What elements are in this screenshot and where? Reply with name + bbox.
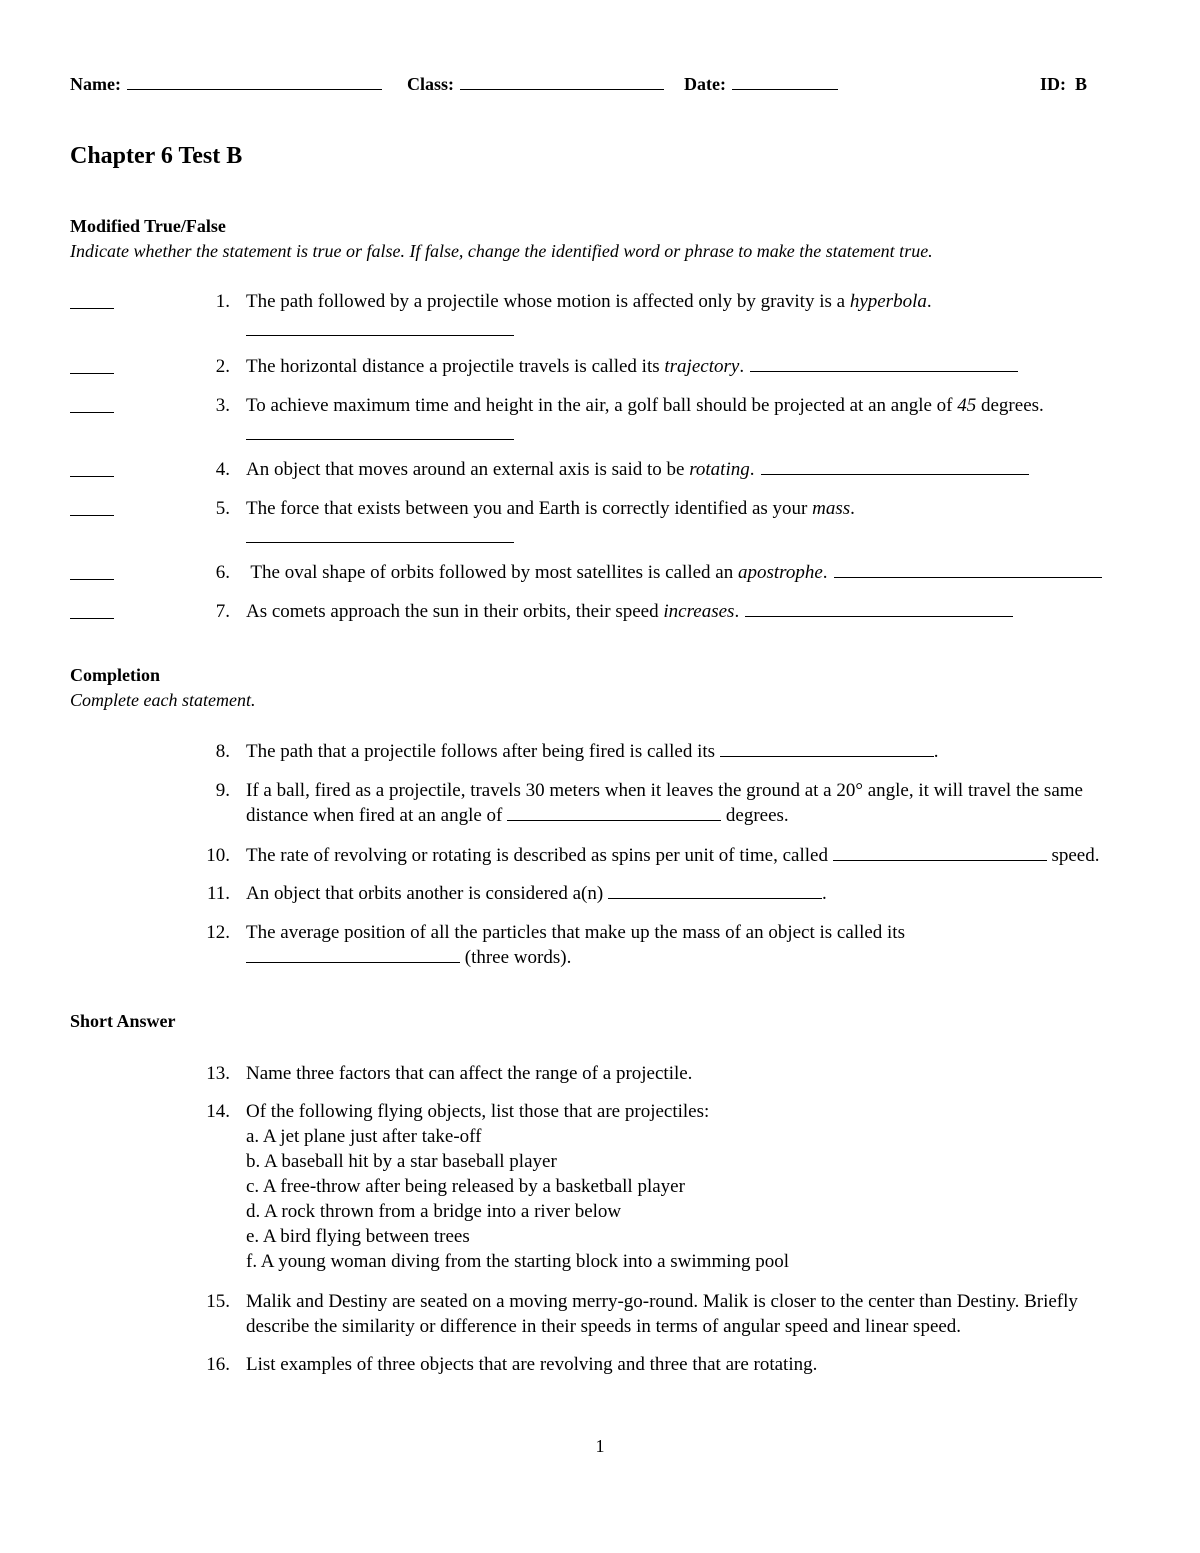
fill-in-blank[interactable] [507,803,721,821]
question-text-before: An object that orbits another is considered a(n) [246,883,608,904]
question-text [246,599,1140,624]
question-text [246,739,1140,764]
answer-blank[interactable] [70,560,114,580]
question-text-before: As comets approach the sun in their orbits, their speed [246,601,664,622]
identified-term: hyperbola [849,291,927,312]
question-text [246,881,1140,906]
question-number: 14. [206,1101,230,1122]
question-text-after: . [850,498,855,519]
question-text-before: If a ball, fired as a projectile, travels 30 meters when it leaves the ground at a 20° angle, it will travel the same distance when fired at an angle of [246,780,1083,826]
date-label: Date: [684,74,726,94]
fill-in-blank[interactable] [720,739,934,757]
question-text-before: The path followed by a projectile whose motion is affected only by gravity is a [246,291,850,312]
option-item: d. A rock thrown from a bridge into a river below [246,1201,622,1222]
question-number: 16. [206,1354,230,1375]
id-value: B [1075,74,1088,94]
question-text-after: . [734,601,740,622]
page-number: 1 [595,1436,605,1456]
question-text [246,1099,1140,1274]
identified-term: rotating [689,459,750,480]
name-label: Name: [70,74,121,94]
question-text [246,560,1140,585]
identified-term: apostrophe [737,562,823,583]
question-number: 13. [206,1063,230,1084]
section-title-mtf: Modified True/False [70,216,226,236]
question-text-after: . [933,741,939,762]
question-text-after: degrees. [721,805,789,826]
correction-line[interactable] [246,524,514,543]
question-text [246,778,1140,828]
fill-in-blank[interactable] [608,881,822,899]
question-text [246,354,1140,379]
name-line[interactable] [127,74,382,90]
option-item: c. A free-throw after being released by a basketball player [246,1176,685,1197]
section-instructions-mtf: Indicate whether the statement is true or false. If false, change the identified word or phrase to make the statement true. [70,241,933,261]
correction-line[interactable] [750,354,1018,372]
option-item: b. A baseball hit by a star baseball player [246,1151,557,1172]
correction-line[interactable] [761,457,1029,475]
question-number: 3. [215,395,230,416]
question-text-before: An object that moves around an external axis is said to be [246,459,690,480]
question-number: 11. [206,883,230,904]
section-title-short-answer: Short Answer [70,1011,176,1031]
question-number: 1. [215,291,230,312]
question-text: List examples of three objects that are revolving and three that are rotating. [246,1354,818,1375]
question-number: 8. [215,741,230,762]
correction-line[interactable] [834,560,1102,578]
question-text-after: . [926,291,932,312]
question-text [246,920,1140,970]
answer-blank[interactable] [70,599,114,619]
identified-term: increases [663,601,735,622]
answer-blank[interactable] [70,289,114,309]
question-text-after: . [739,356,745,377]
answer-blank[interactable] [70,457,114,477]
header-fields [70,74,1130,100]
question-text-after: degrees. [976,395,1044,416]
question-text-after: . [822,562,828,583]
id-field [1040,74,1087,95]
question-text-before: The path that a projectile follows after being fired is called its [246,741,720,762]
class-label: Class: [407,74,455,94]
question-text [246,289,1140,336]
answer-blank[interactable] [70,393,114,413]
question-text [246,843,1140,868]
question-number: 6. [215,562,230,583]
identified-term: 45 [957,395,977,416]
answer-blank[interactable] [70,354,114,374]
question-number: 2. [215,356,230,377]
date-line[interactable] [732,74,838,90]
class-field [407,74,664,95]
correction-line[interactable] [745,599,1013,617]
question-text-before: The oval shape of orbits followed by most satellites is called an [246,562,738,583]
name-field [70,74,382,95]
correction-line[interactable] [246,317,514,336]
date-field [684,74,838,95]
question-text [246,393,1140,440]
correction-line[interactable] [246,421,514,440]
question-text-before: To achieve maximum time and height in the air, a golf ball should be projected at an angle of [246,395,958,416]
question-number: 10. [206,845,230,866]
fill-in-blank[interactable] [833,843,1047,861]
identified-term: mass [812,498,851,519]
question-text-before: The rate of revolving or rotating is described as spins per unit of time, called [246,845,833,866]
question-text-after: . [821,883,827,904]
question-text-main: Of the following flying objects, list those that are projectiles: [246,1101,710,1122]
identified-term: trajectory [664,356,740,377]
option-item: a. A jet plane just after take-off [246,1126,482,1147]
question-text-after: (three words). [460,947,572,968]
question-number: 12. [206,922,230,943]
question-number: 5. [215,498,230,519]
section-instructions-completion: Complete each statement. [70,690,256,710]
fill-in-blank[interactable] [246,945,460,963]
question-number: 15. [206,1291,230,1312]
question-text-before: The average position of all the particles that make up the mass of an object is called its [246,922,905,943]
question-number: 4. [215,459,230,480]
option-item: e. A bird flying between trees [246,1226,470,1247]
question-text [246,457,1140,482]
section-title-completion: Completion [70,665,160,685]
question-number: 7. [215,601,230,622]
question-text-after: speed. [1046,845,1100,866]
question-text: Name three factors that can affect the range of a projectile. [246,1063,693,1084]
question-number: 9. [215,780,230,801]
option-item: f. A young woman diving from the starting block into a swimming pool [246,1251,790,1272]
class-line[interactable] [460,74,664,90]
question-text-before: The force that exists between you and Earth is correctly identified as your [246,498,813,519]
question-text-after: . [749,459,755,480]
answer-blank[interactable] [70,496,114,516]
question-text [246,496,1140,543]
page-title: Chapter 6 Test B [70,143,243,169]
question-text: Malik and Destiny are seated on a moving merry-go-round. Malik is closer to the center than Destiny. Briefly describe the similarity or difference in their speeds in terms of angular speed and linear speed. [246,1291,1078,1337]
question-text-before: The horizontal distance a projectile travels is called its [246,356,665,377]
id-label: ID: [1040,74,1066,94]
